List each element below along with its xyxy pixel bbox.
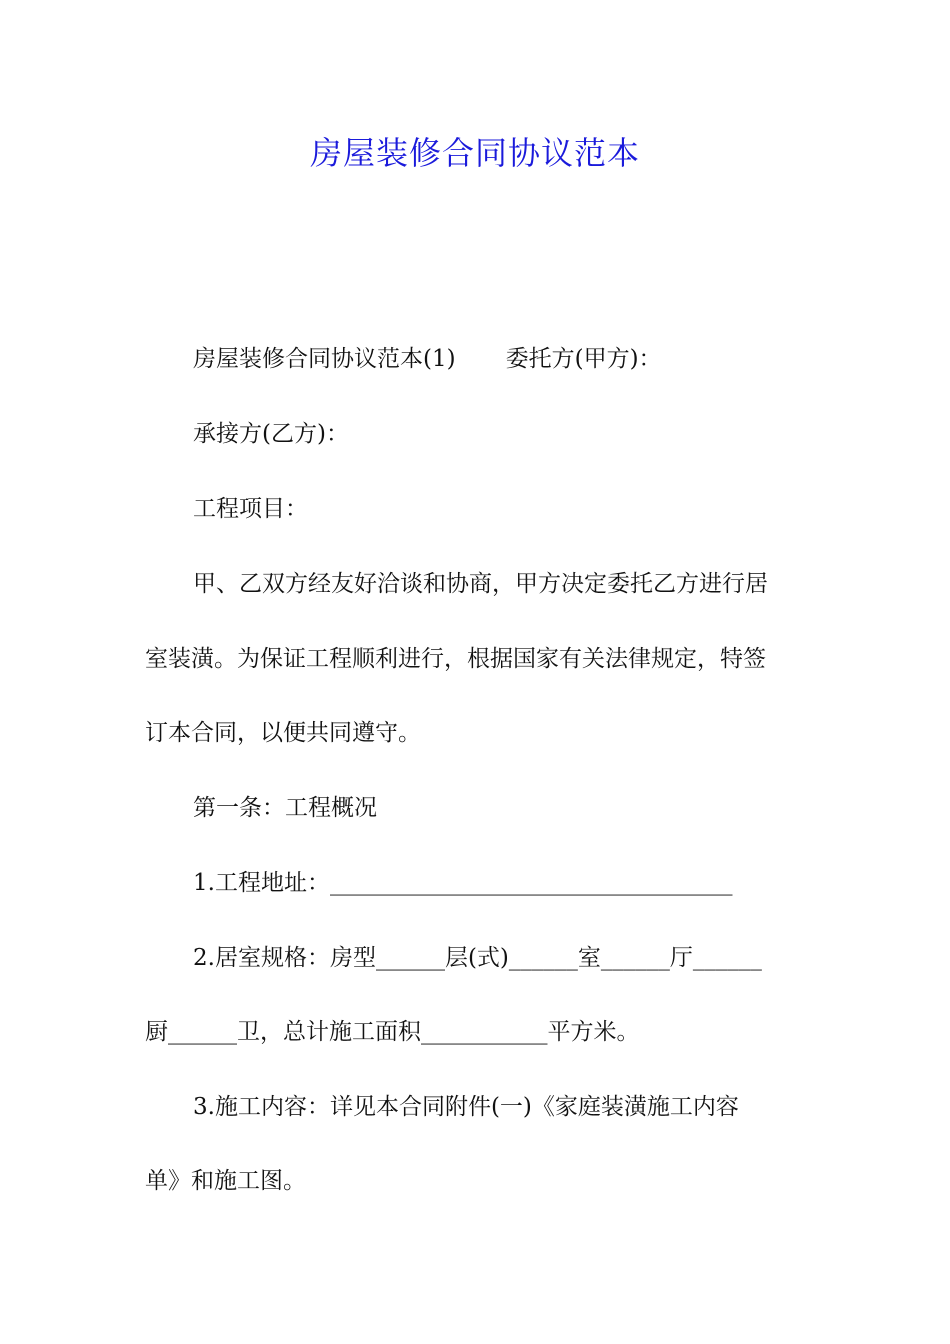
project-label: 工程项目： xyxy=(193,496,308,522)
room-spec-line-1: 2.居室规格：房型______层(式)______室______厅______ xyxy=(193,945,762,971)
preamble-line-3: 订本合同，以便共同遵守。 xyxy=(145,720,421,746)
party-a-label: 委托方(甲方)： xyxy=(505,346,662,372)
contract-name: 房屋装修合同协议范本(1) xyxy=(193,346,456,372)
article-1-heading: 第一条：工程概况 xyxy=(193,795,377,821)
party-b-label: 承接方(乙方)： xyxy=(193,421,349,447)
preamble-line-2: 室装潢。为保证工程顺利进行，根据国家有关法律规定，特签 xyxy=(145,646,766,672)
project-address: 1.工程地址：___________________________________ xyxy=(193,870,733,896)
construction-content-line-2: 单》和施工图。 xyxy=(145,1168,306,1194)
document-title: 房屋装修合同协议范本 xyxy=(309,134,640,172)
preamble-line-1: 甲、乙双方经友好洽谈和协商，甲方决定委托乙方进行居 xyxy=(193,571,768,597)
room-spec-line-2: 厨______卫，总计施工面积___________平方米。 xyxy=(145,1019,640,1045)
doc-line-1 xyxy=(193,344,662,374)
construction-content-line-1: 3.施工内容：详见本合同附件(一)《家庭装潢施工内容 xyxy=(193,1094,739,1120)
